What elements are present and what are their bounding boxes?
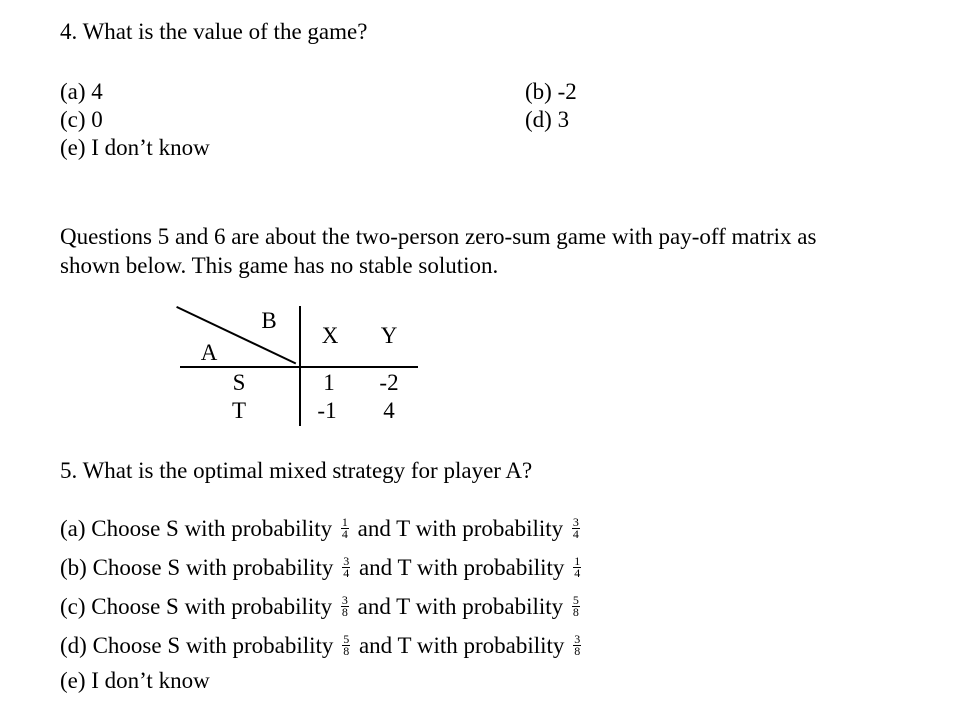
matrix-col-player-label: B [261,308,277,333]
matrix-col-header-y: Y [380,323,398,348]
q5-option-c [60,593,583,621]
q5-option-a [60,515,583,543]
q5-option-a-s-fraction: $\frac{1}{4}$ [341,515,348,542]
q5-option-a-mid: and T with probability [351,516,569,541]
matrix-horizontal-line [180,366,418,368]
q5-option-b [60,554,584,582]
q5-option-b-t-fraction: $\frac{1}{4}$ [574,554,581,581]
q5-option-a-t-fraction: $\frac{3}{4}$ [572,515,579,542]
matrix-cell-s-y: -2 [379,370,399,395]
matrix-row-player-label: A [200,340,218,365]
q5-option-b-label: (b) Choose S with probability [60,555,340,580]
matrix-cell-s-x: 1 [323,370,335,395]
matrix-row-header-t: T [231,398,247,423]
q5-option-c-t-fraction: $\frac{5}{8}$ [572,593,579,620]
q5-option-c-s-fraction: $\frac{3}{8}$ [341,593,348,620]
intro-line-2: shown below. This game has no stable solution. [60,253,499,278]
q5-option-b-mid: and T with probability [353,555,571,580]
q5-option-c-label: (c) Choose S with probability [60,594,338,619]
intro-line-1: Questions 5 and 6 are about the two-person zero-sum game with pay-off matrix as [60,224,817,249]
q5-option-c-mid: and T with probability [351,594,569,619]
q4-option-c: (c) 0 [60,107,103,132]
q5-option-a-label: (a) Choose S with probability [60,516,338,541]
q4-option-a: (a) 4 [60,79,103,104]
q5-option-d-t-fraction: $\frac{3}{8}$ [574,632,581,659]
q4-option-e: (e) I don’t know [60,135,210,160]
question-5-prompt: 5. What is the optimal mixed strategy for player A? [60,458,533,483]
q4-option-d: (d) 3 [525,107,570,132]
matrix-cell-t-y: 4 [383,398,395,423]
matrix-col-header-x: X [321,323,339,348]
q5-option-e: (e) I don’t know [60,668,210,693]
q5-option-d [60,632,584,660]
matrix-row-header-s: S [232,370,246,395]
q5-option-d-label: (d) Choose S with probability [60,633,340,658]
q5-option-d-mid: and T with probability [353,633,571,658]
matrix-cell-t-x: -1 [317,398,337,423]
q5-option-b-s-fraction: $\frac{3}{4}$ [343,554,350,581]
question-4-prompt: 4. What is the value of the game? [60,19,368,44]
q5-option-d-s-fraction: $\frac{5}{8}$ [343,632,350,659]
q4-option-b: (b) -2 [525,79,577,104]
